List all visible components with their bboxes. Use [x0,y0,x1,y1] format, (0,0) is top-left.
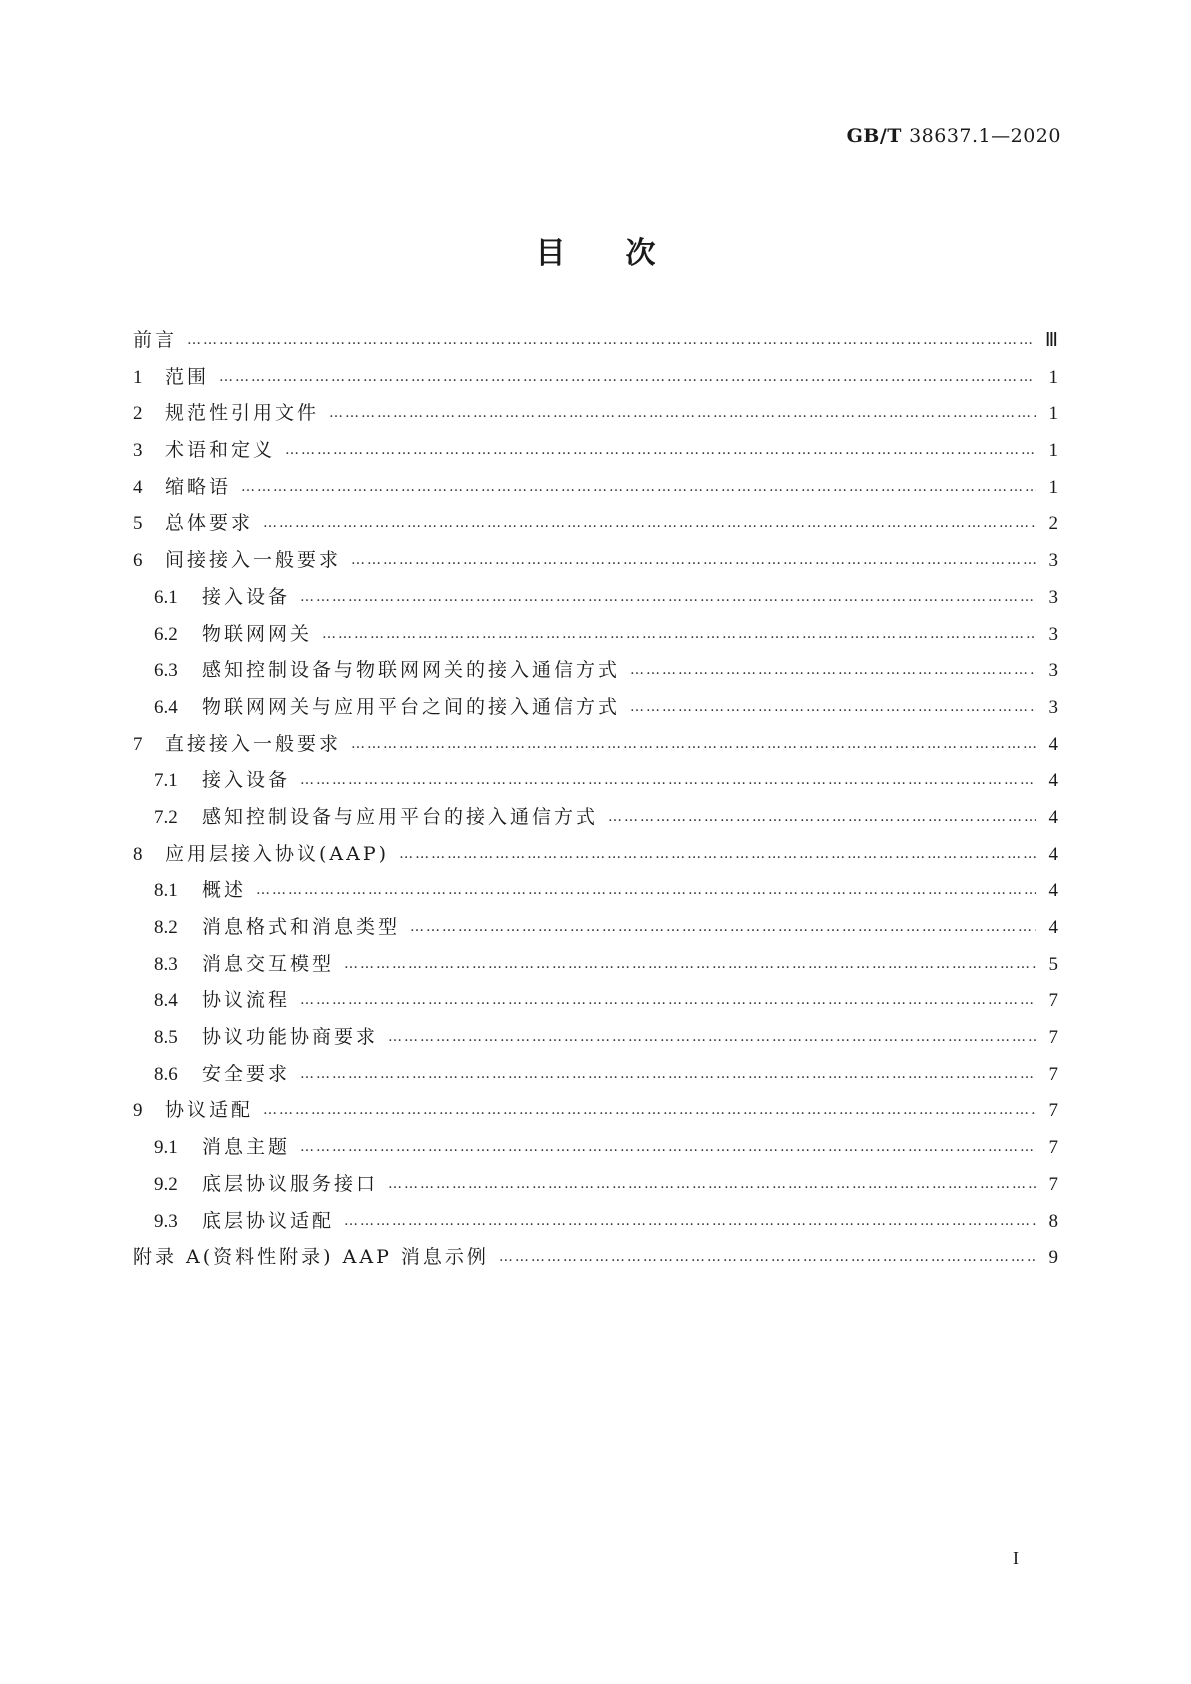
toc-entry-page: 3 [1048,623,1058,645]
toc-entry-page: 7 [1048,1173,1058,1195]
toc-entry-number: 2 [133,403,143,425]
toc-entry-page: 7 [1048,990,1058,1012]
toc-entry[interactable] [133,435,1058,472]
toc-dot-leader [344,1213,1036,1229]
toc-entry-title: 前言 [133,329,178,351]
toc-entry-page: 3 [1048,550,1058,572]
toc-entry-title: 协议流程 [202,989,291,1012]
toc-entry-number: 6.2 [154,623,178,645]
toc-entry-page: 1 [1048,366,1058,388]
toc-entry-number: 8.3 [154,953,178,975]
toc-entry-page: 4 [1048,733,1058,755]
toc-entry-title: 感知控制设备与应用平台的接入通信方式 [202,805,599,828]
toc-entry-number: 9.3 [154,1210,178,1232]
toc-dot-leader [388,1029,1036,1045]
toc-entry-number: 3 [133,440,143,462]
toc-dot-leader [388,1176,1036,1192]
toc-dot-leader [285,442,1036,458]
toc-entry[interactable] [133,472,1058,509]
toc-entry-title: 范围 [165,365,210,388]
toc-entry-number: 1 [133,366,143,388]
toc-entry-page: 7 [1048,1100,1058,1122]
toc-entry-number: 8.2 [154,917,178,938]
standard-number: 38637.1—2020 [909,125,1061,147]
toc-entry-title: 总体要求 [165,512,254,535]
toc-entry[interactable] [133,839,1058,876]
toc-entry-page: 8 [1048,1210,1058,1232]
toc-entry[interactable] [133,1132,1058,1169]
toc-dot-leader [351,552,1036,568]
toc-entry[interactable] [133,1169,1058,1206]
toc-entry-title: 物联网网关与应用平台之间的接入通信方式 [202,695,621,718]
toc-entry[interactable] [133,1095,1058,1132]
toc-entry-number: 9.1 [154,1137,178,1159]
toc-entry-page: 4 [1048,806,1058,828]
toc-dot-leader [630,699,1036,715]
standard-code [847,125,1061,147]
toc-entry-page: 1 [1048,476,1058,498]
toc-entry-number: 9.2 [154,1173,178,1195]
toc-entry-page: 4 [1048,843,1058,865]
standard-prefix: GB/T [846,125,902,147]
toc-entry-page: 3 [1048,660,1058,682]
toc-entry-page: Ⅲ [1044,330,1058,351]
toc-entry-number: 5 [133,513,143,535]
toc-entry-number: 6.1 [154,586,178,608]
toc-entry[interactable] [133,765,1058,802]
toc-entry-number: 8.6 [154,1063,178,1085]
toc-dot-leader [410,919,1036,935]
toc-entry[interactable] [133,325,1058,362]
toc-dot-leader [399,846,1036,862]
toc-entry-number: 6 [133,550,143,572]
toc-entry-title: 应用层接入协议(AAP) [165,842,390,865]
toc-entry-title: 安全要求 [202,1062,291,1085]
toc-entry-number: 8 [133,843,143,865]
toc-dot-leader [263,1102,1036,1118]
toc-entry[interactable] [133,655,1058,692]
toc-entry[interactable] [133,875,1058,912]
toc-entry-page: 4 [1048,770,1058,792]
toc-entry[interactable] [133,398,1058,435]
toc-entry-page: 5 [1048,953,1058,975]
toc-dot-leader [329,405,1036,421]
toc-dot-leader [256,882,1036,898]
toc-entry-page: 1 [1048,440,1058,462]
toc-entry-title: 术语和定义 [165,439,276,462]
toc-entry-title: 消息交互模型 [202,952,335,975]
toc-entry[interactable] [133,985,1058,1022]
toc-dot-leader [263,515,1036,531]
toc-dot-leader [630,662,1036,678]
toc-entry-title: 概述 [202,879,247,902]
toc-entry[interactable] [133,949,1058,986]
toc-entry-page: 3 [1048,586,1058,608]
toc-entry-title: 底层协议适配 [202,1209,335,1232]
toc-entry-number: 7.1 [154,770,178,792]
toc-entry-number: 6.3 [154,660,178,682]
toc-dot-leader [187,332,1036,348]
toc-entry-page: 7 [1048,1137,1058,1159]
toc-entry[interactable] [133,1206,1058,1243]
toc-entry[interactable] [133,619,1058,656]
toc-entry-number: 7 [133,733,143,755]
toc-dot-leader [219,369,1036,385]
toc-dot-leader [499,1249,1036,1265]
toc-entry[interactable] [133,692,1058,729]
toc-entry-number: 8.5 [154,1027,178,1049]
toc-entry-number: 7.2 [154,806,178,828]
toc-entry-page: 1 [1048,403,1058,425]
toc-entry-page: 3 [1048,696,1058,718]
toc-entry[interactable] [133,1242,1058,1279]
toc-entry-title: 底层协议服务接口 [202,1172,379,1195]
toc-entry-number: 8.1 [154,880,178,902]
toc-dot-leader [241,479,1036,495]
toc-dot-leader [300,1066,1036,1082]
toc-entry-title: 直接接入一般要求 [165,732,342,755]
toc-dot-leader [300,992,1036,1008]
toc-entry[interactable] [133,1059,1058,1096]
toc-entry-number: 6.4 [154,696,178,718]
page-title: 目次 [535,236,716,271]
toc-entry-title: 间接接入一般要求 [165,549,342,572]
toc-entry-number: 8.4 [154,990,178,1012]
toc-entry[interactable] [133,362,1058,399]
toc-entry[interactable] [133,582,1058,619]
toc-entry-page: 7 [1048,1027,1058,1049]
toc-dot-leader [300,589,1036,605]
page-number: I [1013,1548,1019,1568]
toc-entry-title: 接入设备 [202,585,291,608]
toc-entry-title: 协议适配 [165,1099,254,1122]
toc-dot-leader [351,736,1036,752]
toc-entry[interactable] [133,802,1058,839]
toc-entry-title: 感知控制设备与物联网网关的接入通信方式 [202,659,621,682]
toc-entry[interactable] [133,545,1058,582]
toc-entry-title: 附录 A(资料性附录) AAP 消息示例 [133,1246,489,1269]
toc-entry-title: 规范性引用文件 [165,402,320,425]
toc-entry-page: 4 [1048,917,1058,938]
toc-entry[interactable] [133,912,1058,949]
toc-entry-title: 消息主题 [202,1136,291,1159]
toc-dot-leader [608,809,1036,825]
toc-entry-page: 4 [1048,880,1058,902]
toc-entry[interactable] [133,729,1058,766]
toc-entry[interactable] [133,508,1058,545]
table-of-contents [133,325,1058,1279]
toc-dot-leader [344,956,1036,972]
toc-entry-number: 9 [133,1100,143,1122]
toc-entry-page: 9 [1048,1247,1058,1269]
toc-entry-title: 物联网网关 [202,622,313,645]
toc-entry-page: 7 [1048,1063,1058,1085]
toc-entry-title: 协议功能协商要求 [202,1026,379,1049]
toc-entry-number: 4 [133,476,143,498]
toc-entry-page: 2 [1048,513,1058,535]
toc-dot-leader [300,772,1036,788]
toc-dot-leader [322,626,1036,642]
toc-entry[interactable] [133,1022,1058,1059]
toc-entry-title: 接入设备 [202,769,291,792]
toc-dot-leader [300,1139,1036,1155]
toc-entry-title: 消息格式和消息类型 [202,916,401,938]
toc-entry-title: 缩略语 [165,475,232,498]
